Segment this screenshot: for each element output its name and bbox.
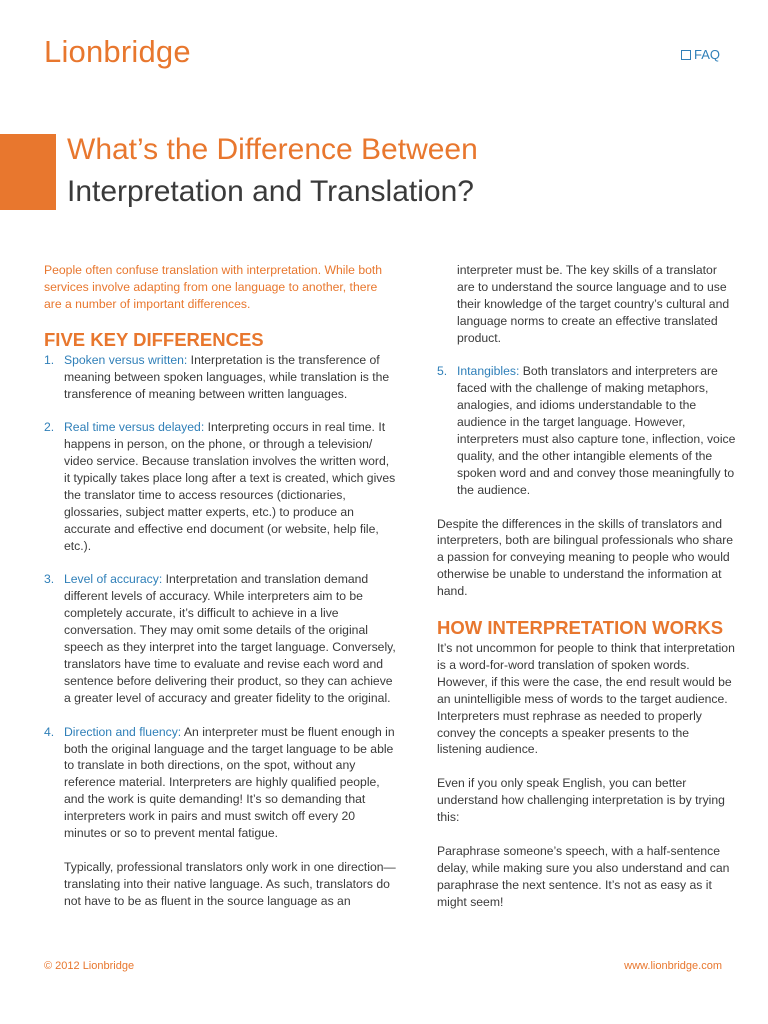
accent-bar [0,134,56,210]
page-title-line1: What’s the Difference Between [67,133,478,166]
faq-label: FAQ [693,47,720,62]
square-icon [681,50,691,60]
item-text: Interpretation and translation demand different levels of accuracy. While interpreters aim to be completely accurate, it’s difficult to achieve in a live conversation. They may omit some details of the original speech as they interpret into the target language. Conversely, translators have time to evaluate and revise each word and sentence before delivering their product, so they can achieve a greater level of accuracy and greater fidelity to the original. [64,572,396,705]
body-paragraph: Even if you only speak English, you can better understand how challenging interpretation is by trying this: [437,776,725,825]
item-text: An interpreter must be fluent enough in both the original language and the target language to be able to translate in both directions, on the spot, without any reference material. Interpreters are highly qualified people, and the work is quite demanding! It’s so demanding that interpreters work in pairs and must switch off every 20 minutes or so to prevent mental fatigue. [64,724,395,841]
item-number: 1. [44,352,55,367]
left-column [44,262,396,910]
intro-paragraph: People often confuse translation with interpretation. While both services involve adapting from one language to another, there are a number of important differences. [44,263,383,311]
section-heading-differences: FIVE KEY DIFFERENCES [44,328,264,350]
item-term: Spoken versus written: [64,352,188,367]
item-text: Both translators and interpreters are faced with the challenge of making metaphors, analogies, and idioms understandable to the audience in the target language. However, interpreters must also capture tone, inflection, voice quality, and the other intangible elements of the spoken word and and convey those meaningfully to the audience. [457,364,736,497]
item-number: 2. [44,420,55,435]
item4-continuation-right: interpreter must be. The key skills of a translator are to understand the source language and to use their knowledge of the target country’s cultural and language norms to create an effective translated product. [457,263,730,345]
item-term: Intangibles: [457,364,520,379]
item4-continuation: Typically, professional translators only work in one direction—translating into their native language. As such, translators do not have to be as fluent in the source language as an [64,859,396,908]
list-item [44,419,396,554]
item-term: Level of accuracy: [64,572,163,587]
list-item [44,571,396,706]
closing-paragraph: Despite the differences in the skills of translators and interpreters, both are bilingual professionals who share a passion for conveying meaning to people who would otherwise be unable to understand the information at hand. [437,516,734,599]
page-title-line2: Interpretation and Translation? [67,175,474,208]
lionbridge-logo: Lionbridge [44,34,191,69]
faq-link[interactable] [681,47,720,62]
body-paragraph: It’s not uncommon for people to think that interpretation is a word-for-word translation of spoken words. However, if this were the case, the end result would be an unintelligible mess of words to the target audience. Interpreters must rephrase as needed to properly convey the concepts a speaker presents to the listening audience. [437,640,735,757]
footer-website-link[interactable]: www.lionbridge.com [624,960,722,972]
footer-copyright: © 2012 Lionbridge [44,960,135,972]
item-term: Real time versus delayed: [64,420,205,435]
item-number: 4. [44,724,55,739]
item-text: Interpreting occurs in real time. It happens in person, on the phone, or through a television/ video service. Because translation involves the written word, it typically takes place long after a text is created, which gives the translator time to access resources (dictionaries, glossaries, subject matter experts, etc.) to produce an accurate and effective end document (or website, help file, etc.). [64,420,396,553]
item-text: Interpretation is the transference of meaning between spoken languages, while translation is the transference of meaning between written languages. [64,352,390,401]
item-number: 3. [44,572,55,587]
list-item [44,724,396,842]
item-number: 5. [437,364,448,379]
list-item [44,352,396,403]
right-column [437,262,737,910]
section-heading-interpretation: HOW INTERPRETATION WORKS [437,616,724,638]
item-term: Direction and fluency: [64,724,182,739]
body-paragraph: Paraphrase someone’s speech, with a half-sentence delay, while making sure you also understand and can paraphrase the next sentence. It’s not as easy as it might seem! [437,843,730,909]
list-item [437,363,737,498]
